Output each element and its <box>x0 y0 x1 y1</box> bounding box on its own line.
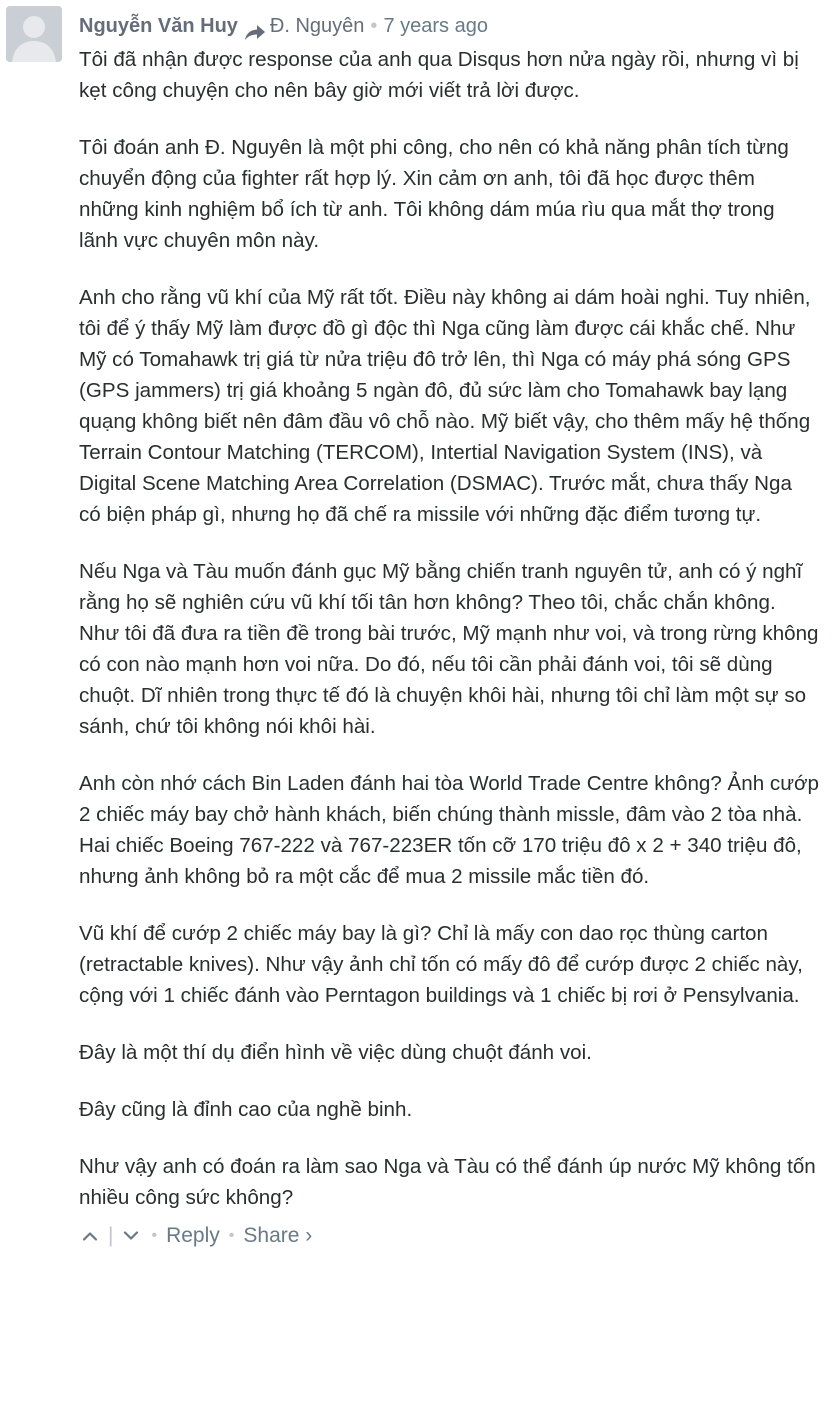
share-button[interactable]: Share › <box>243 1224 313 1247</box>
header-separator: • <box>370 15 378 37</box>
author-name[interactable]: Nguyễn Văn Huy <box>79 15 238 37</box>
paragraph: Anh còn nhớ cách Bin Laden đánh hai tòa World Trade Centre không? Ảnh cướp 2 chiếc máy bay chở hành khách, biến chúng thành missle, đâm vào 2 tòa nhà. Hai chiếc Boeing 767-222 và 767-223ER tốn cỡ 170 triệu đô x 2 + 340 triệu đô, nhưng ảnh không bỏ ra một cắc để mua 2 missile mắc tiền đó. <box>79 772 819 888</box>
comment-body <box>79 8 819 1253</box>
footer-dot: • <box>228 1227 235 1244</box>
comment-header <box>79 8 819 44</box>
paragraph: Anh cho rằng vũ khí của Mỹ rất tốt. Điều này không ai dám hoài nghi. Tuy nhiên, tôi để ý thấy Mỹ làm được đồ gì độc thì Nga cũng làm được cái khắc chế. Như Mỹ có Tomahawk trị giá từ nửa triệu đô trở lên, thì Nga có máy phá sóng GPS (GPS jammers) trị giá khoảng 5 ngàn đô, đủ sức làm cho Tomahawk bay lạng quạng không biết nên đâm đầu vô chỗ nào. Mỹ biết vậy, cho thêm mấy hệ thống Terrain Contour Matching (TERCOM), Intertial Navigation System (INS), và Digital Scene Matching Area Correlation (DSMAC). Trước mắt, chưa thấy Nga có biện pháp gì, nhưng họ đã chế ra missile với những đặc điểm tương tự. <box>79 286 811 526</box>
comment-message <box>79 44 819 1213</box>
chevron-up-icon[interactable] <box>79 1225 101 1247</box>
reply-button[interactable]: Reply <box>166 1224 220 1247</box>
paragraph: Tôi đã nhận được response của anh qua Disqus hơn nửa ngày rồi, nhưng vì bị kẹt công chuyện cho nên bây giờ mới viết trả lời được. <box>79 48 799 102</box>
parent-author-link[interactable]: Đ. Nguyên <box>269 15 365 37</box>
vote-divider: | <box>108 1224 114 1247</box>
reply-arrow-icon <box>244 17 266 35</box>
paragraph: Đây là một thí dụ điển hình về việc dùng chuột đánh voi. <box>79 1041 592 1064</box>
footer-dot: • <box>151 1227 158 1244</box>
comment-footer <box>79 1219 819 1253</box>
paragraph: Vũ khí để cướp 2 chiếc máy bay là gì? Chỉ là mấy con dao rọc thùng carton (retractable knives). Như vậy ảnh chỉ tốn có mấy đô để cướp được 2 chiếc này, cộng với 1 chiếc đánh vào Perntagon buildings và 1 chiếc bị rơi ở Pensylvania. <box>79 922 803 1007</box>
paragraph: Tôi đoán anh Đ. Nguyên là một phi công, cho nên có khả năng phân tích từng chuyển động của fighter rất hợp lý. Xin cảm ơn anh, tôi đã học được thêm những kinh nghiệm bổ ích từ anh. Tôi không dám múa rìu qua mắt thợ trong lãnh vực chuyên môn này. <box>79 136 789 252</box>
default-avatar-icon <box>6 6 62 62</box>
chevron-down-icon[interactable] <box>120 1225 142 1247</box>
paragraph: Đây cũng là đỉnh cao của nghề binh. <box>79 1098 413 1121</box>
paragraph: Nếu Nga và Tàu muốn đánh gục Mỹ bằng chiến tranh nguyên tử, anh có ý nghĩ rằng họ sẽ nghiên cứu vũ khí tối tân hơn không? Theo tôi, chắc chắn không. Như tôi đã đưa ra tiền đề trong bài trước, Mỹ mạnh như voi, và trong rừng không có con nào mạnh hơn voi nữa. Do đó, nếu tôi cần phải đánh voi, tôi sẽ dùng chuột. Dĩ nhiên trong thực tế đó là chuyện khôi hài, nhưng tôi chỉ làm một sự so sánh, chứ tôi không nói khôi hài. <box>79 560 819 738</box>
avatar[interactable] <box>6 6 62 62</box>
timestamp-link[interactable]: 7 years ago <box>383 15 488 37</box>
paragraph: Như vậy anh có đoán ra làm sao Nga và Tàu có thể đánh úp nước Mỹ không tốn nhiều công sức không? <box>79 1155 816 1209</box>
